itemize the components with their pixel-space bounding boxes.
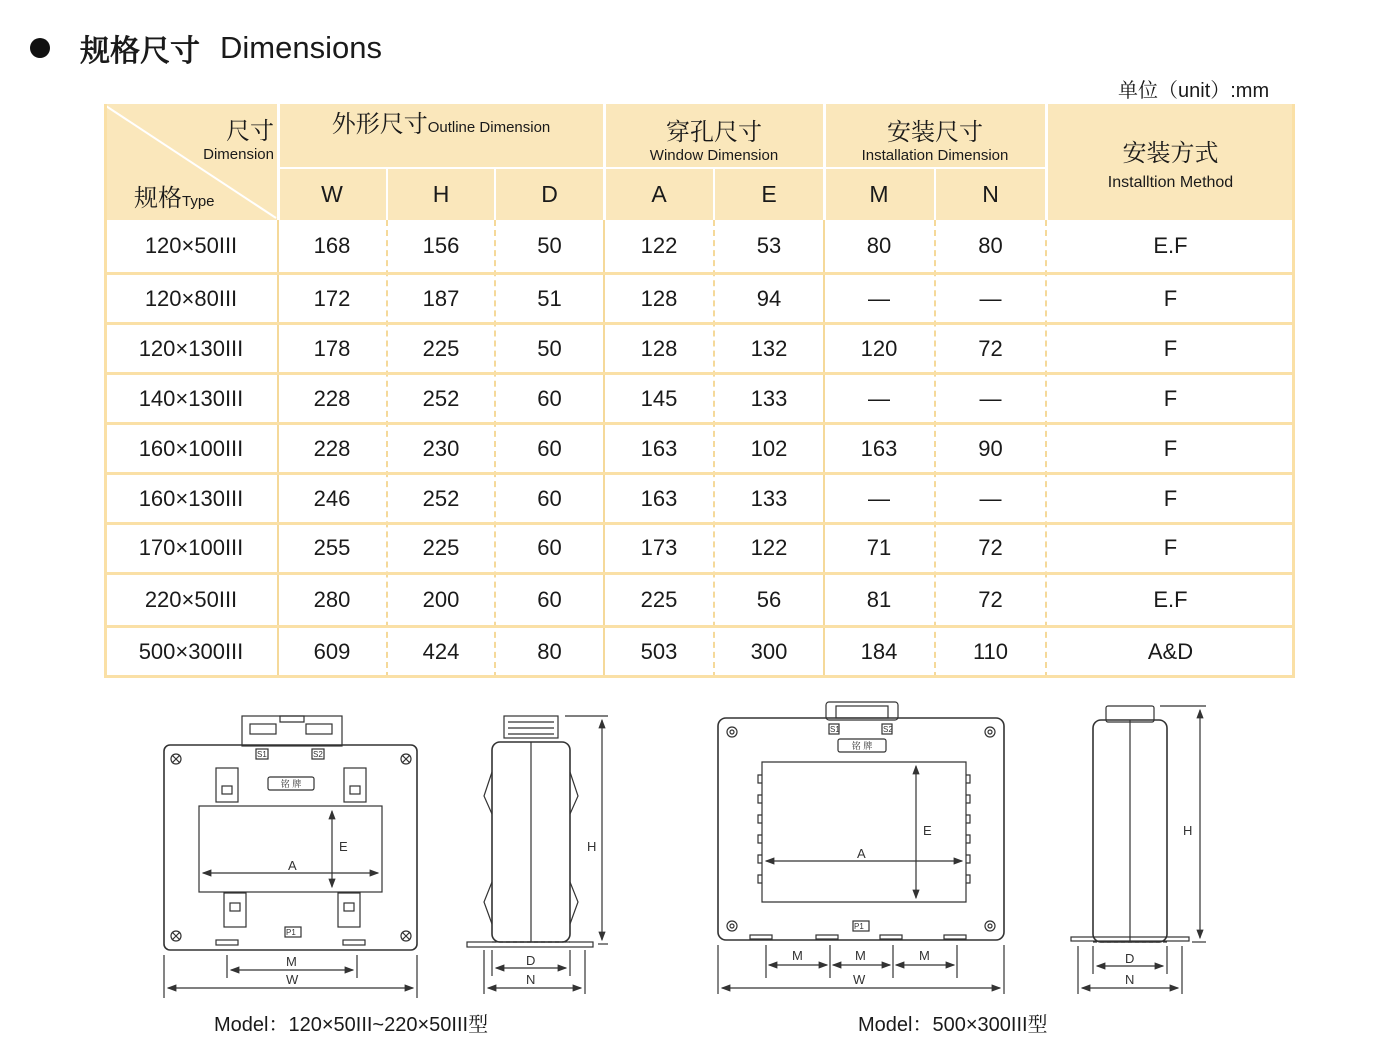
terminal-s2-label: S2 xyxy=(883,725,893,734)
terminal-s1-label: S1 xyxy=(257,750,267,759)
title-en: Dimensions xyxy=(220,30,382,65)
table-row: 170×100III 255 225 60 173 122 71 72 F xyxy=(138,535,1178,560)
dim-W-label: W xyxy=(853,972,866,987)
page-title xyxy=(24,28,382,68)
group-outline: 外形尺寸 Outline Dimension xyxy=(331,110,551,138)
dim-M-label: M xyxy=(792,948,803,963)
dim-D-label: D xyxy=(1125,951,1135,966)
nameplate-label: 铭 牌 xyxy=(851,741,873,751)
dim-N-label: N xyxy=(1125,972,1135,987)
dim-W-label: W xyxy=(286,972,299,987)
corner-dimension: 尺寸 Dimension xyxy=(203,117,274,163)
col-A: A xyxy=(651,180,667,207)
dim-H-label: H xyxy=(587,839,597,854)
table-row: 140×130III 228 252 60 145 133 — — F xyxy=(138,386,1178,411)
col-H: H xyxy=(432,180,450,207)
side-view-large xyxy=(1071,706,1206,994)
dim-E-label: E xyxy=(923,823,932,838)
table-row: 160×100III 228 230 60 163 102 163 90 F xyxy=(138,436,1178,461)
col-E: E xyxy=(761,180,777,207)
table-row: 500×300III 609 424 80 503 300 184 110 A&D xyxy=(138,639,1194,664)
dim-H-label: H xyxy=(1183,823,1193,838)
table-row: 120×130III 178 225 50 128 132 120 72 F xyxy=(138,336,1178,361)
dimensions-table xyxy=(104,104,1295,678)
dim-M-label: M xyxy=(286,954,297,969)
table-row: 120×80III 172 187 51 128 94 — — F xyxy=(144,286,1178,311)
title-zh: 规格尺寸 xyxy=(80,34,200,69)
table-row: 120×50III 168 156 50 122 53 80 80 E.F xyxy=(144,233,1188,258)
table-row: 160×130III 246 252 60 163 133 — — F xyxy=(138,486,1178,511)
terminal-s2-label: S2 xyxy=(313,750,323,759)
group-method: 安装方式 Installtion Method xyxy=(1107,138,1234,191)
side-view-small xyxy=(467,716,608,994)
p1-label: P1 xyxy=(854,922,864,931)
dim-A-label: A xyxy=(288,858,297,873)
mounting-hole-icon xyxy=(727,727,995,931)
col-D: D xyxy=(541,180,558,207)
bullet-icon xyxy=(30,38,50,58)
group-window: 穿孔尺寸 Window Dimension xyxy=(649,118,779,164)
p1-label: P1 xyxy=(286,928,296,937)
col-M: M xyxy=(869,180,889,207)
dim-D-label: D xyxy=(526,953,536,968)
terminal-s1-label: S1 xyxy=(830,725,840,734)
dim-A-label: A xyxy=(857,846,866,861)
corner-type: 规格Type xyxy=(134,184,215,212)
col-W: W xyxy=(321,180,343,207)
dim-N-label: N xyxy=(526,972,536,987)
nameplate-label: 铭 牌 xyxy=(280,779,302,789)
table-header xyxy=(104,104,1295,220)
col-N: N xyxy=(982,180,999,207)
group-installation: 安装尺寸 Installation Dimension xyxy=(861,118,1009,164)
caption-large-model: Model：500×300III型 xyxy=(858,1014,1048,1036)
unit-note: 单位（unit）:mm xyxy=(1118,80,1270,102)
caption-small-model: Model：120×50III~220×50III型 xyxy=(214,1014,489,1036)
dim-E-label: E xyxy=(339,839,348,854)
dim-M-label: M xyxy=(855,948,866,963)
dim-M-label: M xyxy=(919,948,930,963)
table-row: 220×50III 280 200 60 225 56 81 72 E.F xyxy=(144,587,1188,612)
technical-drawings xyxy=(0,690,1394,1010)
